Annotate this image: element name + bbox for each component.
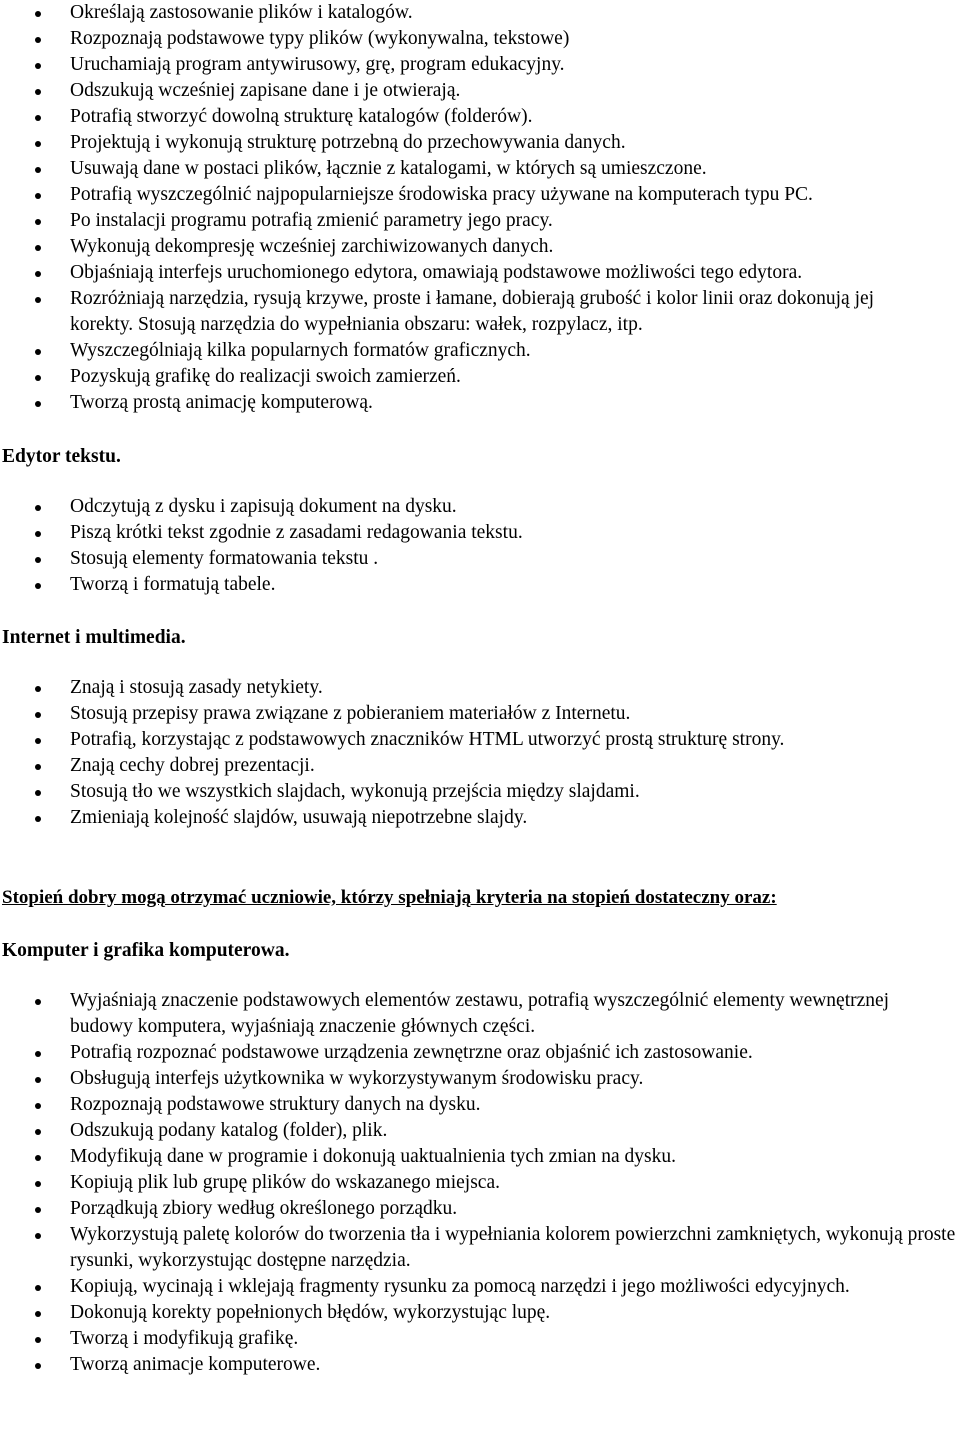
list-item: Stosują tło we wszystkich slajdach, wykonują przejścia między slajdami. <box>0 779 960 805</box>
list-item: Modyfikują dane w programie i dokonują uaktualnienia tych zmian na dysku. <box>0 1144 960 1170</box>
list-item: Zmieniają kolejność slajdów, usuwają niepotrzebne slajdy. <box>0 805 960 831</box>
list-item: Określają zastosowanie plików i katalogów. <box>0 0 960 26</box>
list-item: Potrafią wyszczególnić najpopularniejsze środowiska pracy używane na komputerach typu PC. <box>0 182 960 208</box>
list-item: Znają i stosują zasady netykiety. <box>0 675 960 701</box>
grade-heading: Stopień dobry mogą otrzymać uczniowie, którzy spełniają kryteria na stopień dostateczny oraz: <box>2 887 777 908</box>
list-item: Rozpoznają podstawowe struktury danych na dysku. <box>0 1092 960 1118</box>
list-item: Po instalacji programu potrafią zmienić parametry jego pracy. <box>0 208 960 234</box>
section-heading-internet: Internet i multimedia. <box>2 627 186 648</box>
list-internet <box>0 675 960 831</box>
list-item: Wykonują dekompresję wcześniej zarchiwizowanych danych. <box>0 234 960 260</box>
list-item: Kopiują, wycinają i wklejają fragmenty rysunku za pomocą narzędzi i jego możliwości edycyjnych. <box>0 1274 900 1300</box>
list-item: Usuwają dane w postaci plików, łącznie z katalogami, w których są umieszczone. <box>0 156 960 182</box>
list-item: Tworzą animacje komputerowe. <box>0 1352 960 1378</box>
section-heading-computer-graphics: Komputer i grafika komputerowa. <box>2 940 290 961</box>
list-computer-graphics <box>0 988 960 1378</box>
list-item: Odszukują wcześniej zapisane dane i je otwierają. <box>0 78 960 104</box>
list-item: Odczytują z dysku i zapisują dokument na dysku. <box>0 494 960 520</box>
list-item: Wyjaśniają znaczenie podstawowych elementów zestawu, potrafią wyszczególnić elementy wewnętrznej budowy komputera, wyjaśniają znaczenie głównych części. <box>0 988 920 1040</box>
list-item: Objaśniają interfejs uruchomionego edytora, omawiają podstawowe możliwości tego edytora. <box>0 260 960 286</box>
list-item: Znają cechy dobrej prezentacji. <box>0 753 960 779</box>
list-text-editor <box>0 494 960 598</box>
list-files-graphics <box>0 0 960 416</box>
list-item: Stosują elementy formatowania tekstu . <box>0 546 960 572</box>
list-item: Tworzą i formatują tabele. <box>0 572 960 598</box>
list-item: Wyszczególniają kilka popularnych formatów graficznych. <box>0 338 960 364</box>
list-item: Rozpoznają podstawowe typy plików (wykonywalna, tekstowe) <box>0 26 960 52</box>
list-item: Odszukują podany katalog (folder), plik. <box>0 1118 960 1144</box>
section-heading-text-editor: Edytor tekstu. <box>2 446 121 467</box>
list-item: Potrafią stworzyć dowolną strukturę katalogów (folderów). <box>0 104 960 130</box>
list-item: Obsługują interfejs użytkownika w wykorzystywanym środowisku pracy. <box>0 1066 960 1092</box>
list-item: Rozróżniają narzędzia, rysują krzywe, proste i łamane, dobierają grubość i kolor linii oraz dokonują jej korekty. Stosują narzędzia do wypełniania obszaru: wałek, rozpylacz, itp. <box>0 286 910 338</box>
list-item: Dokonują korekty popełnionych błędów, wykorzystując lupę. <box>0 1300 960 1326</box>
list-item: Wykorzystują paletę kolorów do tworzenia tła i wypełniania kolorem powierzchni zamkniętych, wykonują proste rysunki, wykorzystując dostępne narzędzia. <box>0 1222 960 1274</box>
list-item: Pozyskują grafikę do realizacji swoich zamierzeń. <box>0 364 960 390</box>
list-item: Tworzą i modyfikują grafikę. <box>0 1326 960 1352</box>
list-item: Porządkują zbiory według określonego porządku. <box>0 1196 960 1222</box>
list-item: Tworzą prostą animację komputerową. <box>0 390 960 416</box>
list-item: Potrafią rozpoznać podstawowe urządzenia zewnętrzne oraz objaśnić ich zastosowanie. <box>0 1040 960 1066</box>
list-item: Uruchamiają program antywirusowy, grę, program edukacyjny. <box>0 52 960 78</box>
list-item: Stosują przepisy prawa związane z pobieraniem materiałów z Internetu. <box>0 701 960 727</box>
list-item: Piszą krótki tekst zgodnie z zasadami redagowania tekstu. <box>0 520 960 546</box>
list-item: Potrafią, korzystając z podstawowych znaczników HTML utworzyć prostą strukturę strony. <box>0 727 960 753</box>
list-item: Kopiują plik lub grupę plików do wskazanego miejsca. <box>0 1170 960 1196</box>
list-item: Projektują i wykonują strukturę potrzebną do przechowywania danych. <box>0 130 960 156</box>
